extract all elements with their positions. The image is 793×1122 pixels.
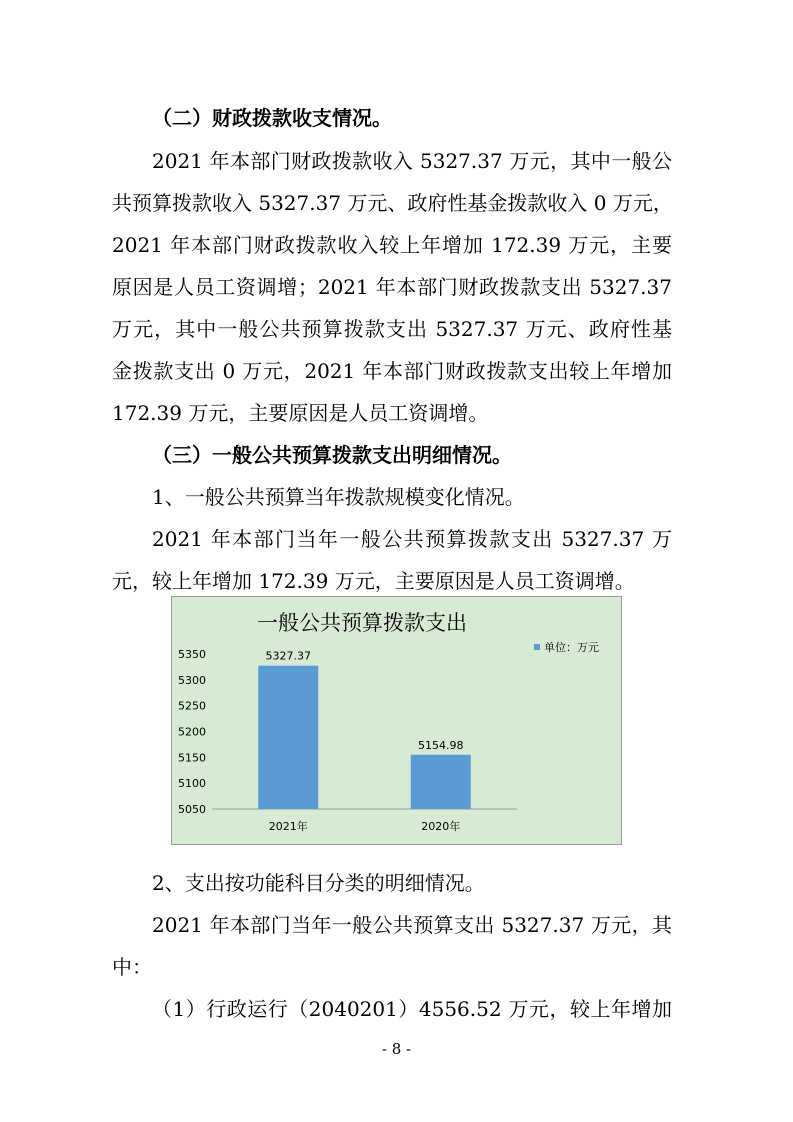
subsection-heading-2: 2、支出按功能科目分类的明细情况。 [152,871,485,895]
y-tick-label: 5300 [178,673,206,687]
paragraph-line: 2021 年本部门财政拨款收入较上年增加 172.39 万元，主要 [112,233,672,257]
paragraph-line: 中： [112,955,152,979]
paragraph-line: （1）行政运行（2040201）4556.52 万元，较上年增加 [152,997,672,1021]
legend-swatch [534,644,540,650]
page-number: - 8 - [381,1040,412,1058]
subsection-heading-1: 1、一般公共预算当年拨款规模变化情况。 [152,485,525,509]
data-label: 5327.37 [265,649,311,663]
y-tick-label: 5050 [178,803,206,816]
y-tick-label: 5350 [178,648,206,661]
x-tick-label: 2021年 [268,820,308,833]
paragraph-line: 共预算拨款收入 5327.37 万元、政府性基金拨款收入 0 万元， [112,191,673,215]
paragraph-line: 金拨款支出 0 万元，2021 年本部门财政拨款支出较上年增加 [112,359,672,383]
paragraph-line: 172.39 万元，主要原因是人员工资调增。 [112,401,489,425]
y-tick-label: 5100 [178,777,206,791]
bar-chart [171,596,622,845]
bar [411,755,471,809]
paragraph-line: 2021 年本部门当年一般公共预算支出 5327.37 万元，其 [152,913,672,937]
data-label: 5154.98 [418,738,464,752]
paragraph-line: 原因是人员工资调增；2021 年本部门财政拨款支出 5327.37 [112,275,672,299]
paragraph-line: 2021 年本部门财政拨款收入 5327.37 万元，其中一般公 [152,149,672,173]
bar [258,666,318,809]
chart-title: 一般公共预算拨款支出 [257,611,467,635]
section-heading-3: （三）一般公共预算拨款支出明细情况。 [152,443,512,467]
legend-label: 单位：万元 [544,641,599,654]
chart-canvas [172,597,623,846]
paragraph-line: 万元，其中一般公共预算拨款支出 5327.37 万元、政府性基 [112,317,672,341]
y-tick-label: 5200 [178,725,206,739]
section-heading-2: （二）财政拨款收支情况。 [152,106,392,130]
paragraph-line: 2021 年本部门当年一般公共预算拨款支出 5327.37 万 [152,527,672,551]
y-tick-label: 5150 [178,751,206,765]
paragraph-line: 元，较上年增加 172.39 万元，主要原因是人员工资调增。 [112,569,635,593]
y-tick-label: 5250 [178,699,206,713]
x-tick-label: 2020年 [421,820,461,833]
